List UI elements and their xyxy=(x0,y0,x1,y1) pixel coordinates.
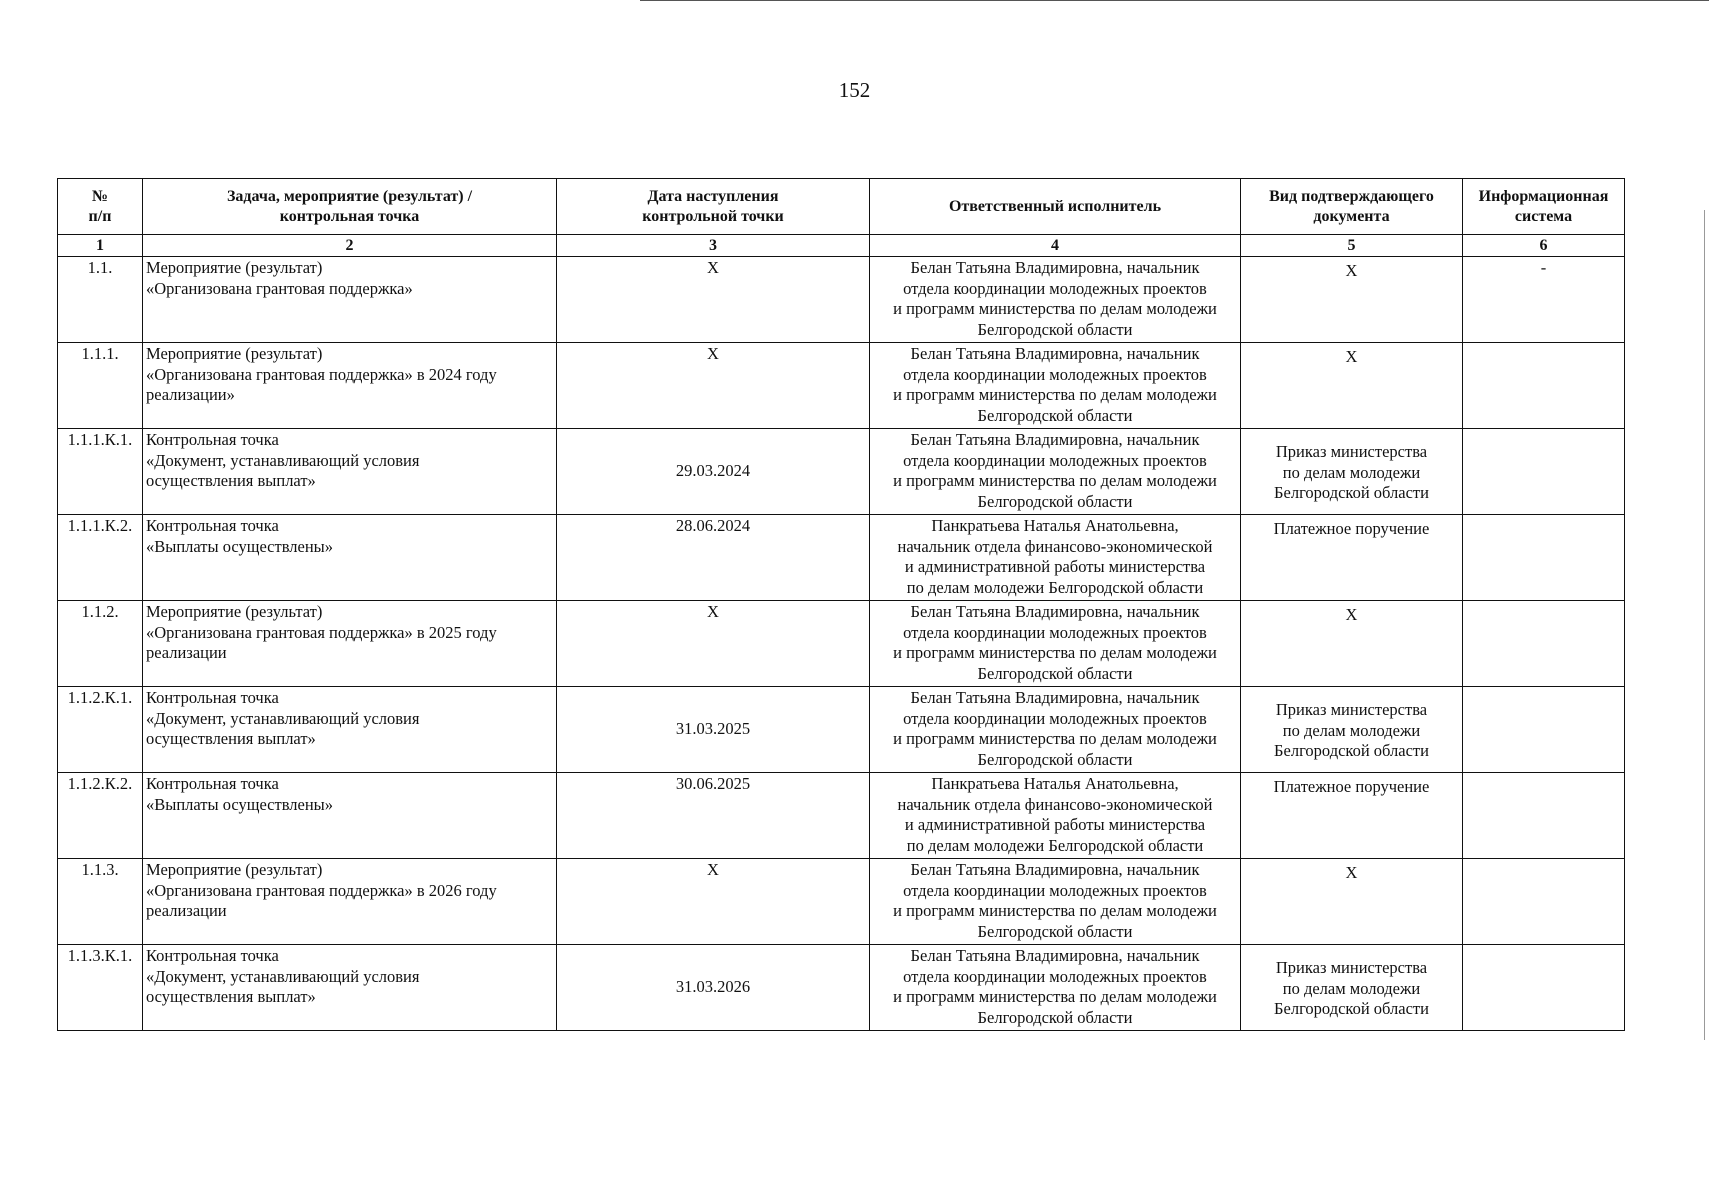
table-row xyxy=(58,773,1625,859)
responsible-line: и программ министерства по делам молодежи xyxy=(893,987,1217,1006)
header-line: № xyxy=(91,187,109,205)
responsible-line: Белгородской области xyxy=(977,319,1133,339)
table-row xyxy=(58,515,1625,601)
header-line: контрольная точка xyxy=(279,207,420,225)
header-line: система xyxy=(1514,207,1573,225)
task-line: «Выплаты осуществлены» xyxy=(146,536,334,556)
document-cell xyxy=(1241,601,1463,687)
column-number: 4 xyxy=(870,235,1241,257)
system-cell xyxy=(1463,945,1625,1031)
date-cell: 31.03.2026 xyxy=(557,945,870,1031)
responsible-line: Белгородской области xyxy=(977,921,1133,941)
task-cell xyxy=(143,859,557,945)
header-line: Вид подтверждающего xyxy=(1269,187,1434,205)
date-cell: X xyxy=(557,601,870,687)
task-line: Контрольная точка xyxy=(146,516,279,535)
task-line: осуществления выплат» xyxy=(146,471,316,490)
responsible-line: отдела координации молодежных проектов xyxy=(903,622,1207,642)
table-row xyxy=(58,429,1625,515)
responsible-line: по делам молодежи Белгородской области xyxy=(906,835,1204,855)
responsible-line: и программ министерства по делам молодежи xyxy=(893,729,1217,748)
responsible-line: Белгородской области xyxy=(977,1007,1133,1027)
header-line: Информационная xyxy=(1478,187,1609,205)
task-line: «Организована грантовая поддержка» в 2026 году xyxy=(146,880,497,900)
table-header-row xyxy=(58,179,1625,235)
system-cell xyxy=(1463,343,1625,429)
table-row xyxy=(58,601,1625,687)
header-document xyxy=(1241,179,1463,235)
responsible-cell xyxy=(870,601,1241,687)
table-row xyxy=(58,687,1625,773)
document-line: по делам молодежи xyxy=(1282,978,1421,998)
responsible-line: по делам молодежи Белгородской области xyxy=(906,577,1204,597)
row-number: 1.1.2.К.2. xyxy=(58,773,143,859)
responsible-cell xyxy=(870,257,1241,343)
date-cell: 31.03.2025 xyxy=(557,687,870,773)
responsible-line: Белгородской области xyxy=(977,491,1133,511)
responsible-cell xyxy=(870,773,1241,859)
task-cell xyxy=(143,429,557,515)
responsible-line: Белан Татьяна Владимировна, начальник xyxy=(910,258,1200,277)
task-line: «Организована грантовая поддержка» в 2025 году xyxy=(146,622,497,642)
responsible-line: Белан Татьяна Владимировна, начальник xyxy=(910,946,1200,965)
task-cell xyxy=(143,687,557,773)
task-line: Контрольная точка xyxy=(146,430,279,449)
document-line: X xyxy=(1345,605,1358,624)
row-number: 1.1.3. xyxy=(58,859,143,945)
column-number: 5 xyxy=(1241,235,1463,257)
table-row xyxy=(58,343,1625,429)
scan-edge-line xyxy=(1704,210,1705,1040)
header-system xyxy=(1463,179,1625,235)
responsible-cell xyxy=(870,515,1241,601)
column-number: 2 xyxy=(143,235,557,257)
header-line: контрольной точки xyxy=(642,207,784,225)
document-line: Приказ министерства xyxy=(1275,442,1428,462)
task-line: Мероприятие (результат) xyxy=(146,258,323,277)
task-line: «Организована грантовая поддержка» xyxy=(146,278,413,298)
document-cell xyxy=(1241,687,1463,773)
responsible-line: Белан Татьяна Владимировна, начальник xyxy=(910,344,1200,363)
document-cell xyxy=(1241,515,1463,601)
task-cell xyxy=(143,257,557,343)
document-line: Белгородской области xyxy=(1274,483,1429,503)
date-cell: 28.06.2024 xyxy=(557,515,870,601)
responsible-cell xyxy=(870,687,1241,773)
system-cell xyxy=(1463,429,1625,515)
row-number: 1.1. xyxy=(58,257,143,343)
table-body xyxy=(58,257,1625,1031)
row-number: 1.1.2.К.1. xyxy=(58,687,143,773)
task-line: реализации» xyxy=(146,385,235,404)
column-number: 3 xyxy=(557,235,870,257)
responsible-line: Белгородской области xyxy=(977,749,1133,769)
document-line: Приказ министерства xyxy=(1275,700,1428,720)
task-line: «Документ, устанавливающий условия xyxy=(146,708,420,728)
task-cell xyxy=(143,343,557,429)
date-cell: 30.06.2025 xyxy=(557,773,870,859)
task-cell xyxy=(143,601,557,687)
responsible-line: отдела координации молодежных проектов xyxy=(903,450,1207,470)
table-row xyxy=(58,945,1625,1031)
responsible-line: Панкратьева Наталья Анатольевна, xyxy=(931,516,1179,535)
header-number xyxy=(58,179,143,235)
responsible-line: и программ министерства по делам молодежи xyxy=(893,299,1217,318)
task-line: Контрольная точка xyxy=(146,774,279,793)
responsible-line: и административной работы министерства xyxy=(904,557,1206,576)
header-date xyxy=(557,179,870,235)
top-edge-line xyxy=(640,0,1709,1)
responsible-line: отдела координации молодежных проектов xyxy=(903,708,1207,728)
row-number: 1.1.2. xyxy=(58,601,143,687)
task-line: «Документ, устанавливающий условия xyxy=(146,966,420,986)
document-line: X xyxy=(1345,863,1358,882)
row-number: 1.1.3.К.1. xyxy=(58,945,143,1031)
column-number: 1 xyxy=(58,235,143,257)
document-line: Приказ министерства xyxy=(1275,958,1428,978)
task-line: «Выплаты осуществлены» xyxy=(146,794,334,814)
task-line: «Документ, устанавливающий условия xyxy=(146,450,420,470)
header-line: Дата наступления xyxy=(647,187,779,205)
header-responsible xyxy=(870,179,1241,235)
document-cell xyxy=(1241,429,1463,515)
responsible-line: Белгородской области xyxy=(977,405,1133,425)
document-line: Белгородской области xyxy=(1274,999,1429,1019)
responsible-line: и программ министерства по делам молодежи xyxy=(893,901,1217,920)
system-cell xyxy=(1463,687,1625,773)
task-line: Контрольная точка xyxy=(146,946,279,965)
responsible-line: Белгородской области xyxy=(977,663,1133,683)
system-cell xyxy=(1463,773,1625,859)
document-line: Платежное поручение xyxy=(1273,777,1430,796)
column-number: 6 xyxy=(1463,235,1625,257)
task-line: «Организована грантовая поддержка» в 2024 году xyxy=(146,364,497,384)
header-line: Ответственный исполнитель xyxy=(948,197,1162,215)
task-line: осуществления выплат» xyxy=(146,987,316,1006)
document-line: X xyxy=(1345,261,1358,280)
date-cell: X xyxy=(557,343,870,429)
responsible-line: и программ министерства по делам молодежи xyxy=(893,385,1217,404)
page-number: 152 xyxy=(838,78,871,102)
responsible-line: начальник отдела финансово-экономической xyxy=(897,536,1213,556)
responsible-cell xyxy=(870,343,1241,429)
column-number-row xyxy=(58,235,1625,257)
responsible-line: Панкратьева Наталья Анатольевна, xyxy=(931,774,1179,793)
responsible-cell xyxy=(870,429,1241,515)
task-cell xyxy=(143,773,557,859)
header-line: Задача, мероприятие (результат) / xyxy=(226,187,473,205)
date-cell: X xyxy=(557,859,870,945)
table-row xyxy=(58,859,1625,945)
responsible-line: Белан Татьяна Владимировна, начальник xyxy=(910,860,1200,879)
task-line: Мероприятие (результат) xyxy=(146,602,323,621)
task-cell xyxy=(143,515,557,601)
responsible-line: и программ министерства по делам молодежи xyxy=(893,643,1217,662)
responsible-line: Белан Татьяна Владимировна, начальник xyxy=(910,602,1200,621)
header-task xyxy=(143,179,557,235)
task-line: реализации xyxy=(146,901,227,920)
task-cell xyxy=(143,945,557,1031)
document-cell xyxy=(1241,945,1463,1031)
document-cell xyxy=(1241,773,1463,859)
responsible-line: отдела координации молодежных проектов xyxy=(903,880,1207,900)
document-line: по делам молодежи xyxy=(1282,720,1421,740)
system-cell xyxy=(1463,515,1625,601)
document-line: Платежное поручение xyxy=(1273,519,1430,538)
responsible-line: и административной работы министерства xyxy=(904,815,1206,834)
control-points-table xyxy=(57,178,1625,1031)
responsible-line: отдела координации молодежных проектов xyxy=(903,278,1207,298)
task-line: Контрольная точка xyxy=(146,688,279,707)
responsible-line: отдела координации молодежных проектов xyxy=(903,364,1207,384)
system-cell xyxy=(1463,601,1625,687)
document-cell xyxy=(1241,859,1463,945)
document-cell xyxy=(1241,257,1463,343)
responsible-line: и программ министерства по делам молодежи xyxy=(893,471,1217,490)
responsible-line: отдела координации молодежных проектов xyxy=(903,966,1207,986)
responsible-line: Белан Татьяна Владимировна, начальник xyxy=(910,430,1200,449)
date-cell: X xyxy=(557,257,870,343)
document-line: X xyxy=(1345,347,1358,366)
responsible-cell xyxy=(870,945,1241,1031)
system-cell: - xyxy=(1463,257,1625,343)
document-line: по делам молодежи xyxy=(1282,462,1421,482)
responsible-line: начальник отдела финансово-экономической xyxy=(897,794,1213,814)
responsible-line: Белан Татьяна Владимировна, начальник xyxy=(910,688,1200,707)
task-line: Мероприятие (результат) xyxy=(146,344,323,363)
task-line: реализации xyxy=(146,643,227,662)
task-line: осуществления выплат» xyxy=(146,729,316,748)
system-cell xyxy=(1463,859,1625,945)
task-line: Мероприятие (результат) xyxy=(146,860,323,879)
document-cell xyxy=(1241,343,1463,429)
header-line: п/п xyxy=(88,207,112,225)
table-row xyxy=(58,257,1625,343)
document-line: Белгородской области xyxy=(1274,741,1429,761)
row-number: 1.1.1. xyxy=(58,343,143,429)
responsible-cell xyxy=(870,859,1241,945)
header-line: документа xyxy=(1313,207,1390,225)
date-cell: 29.03.2024 xyxy=(557,429,870,515)
row-number: 1.1.1.К.1. xyxy=(58,429,143,515)
row-number: 1.1.1.К.2. xyxy=(58,515,143,601)
